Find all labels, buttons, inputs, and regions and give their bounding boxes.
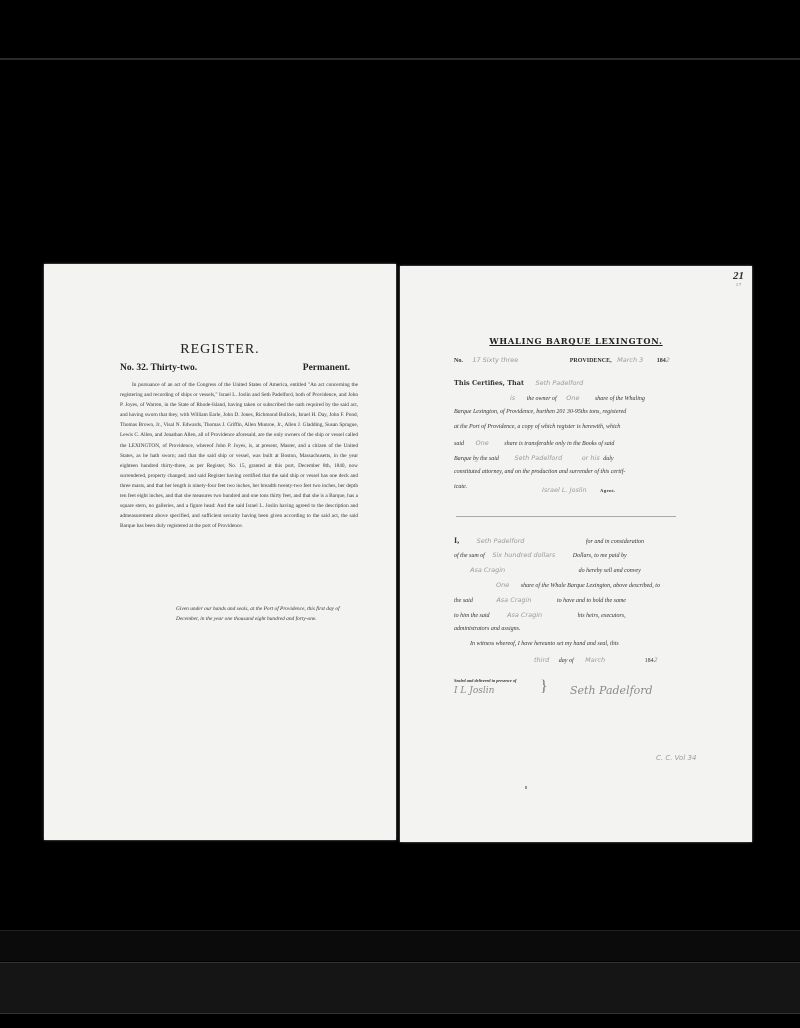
register-status: Permanent. xyxy=(302,363,350,373)
scanner-border-line xyxy=(0,58,800,60)
transfer-line-4: One share of the Whale Barque Lexington, above described, to xyxy=(496,581,660,589)
certificate-page xyxy=(400,266,752,842)
agent-signature-line: Israel L. Joslin Agent. xyxy=(542,486,616,494)
page-number: 21 xyxy=(733,270,744,282)
transfer-line-2: of the sum of Six hundred dollars Dollars, to me paid by xyxy=(454,551,627,559)
ink-speck xyxy=(525,786,527,789)
certificate-title: WHALING BARQUE LEXINGTON. xyxy=(489,336,663,346)
cert-line-3: Barque Lexington, of Providence, burthen 201 30-95ths tons, registered xyxy=(454,409,627,415)
witness-signature: I L Joslin xyxy=(454,686,495,696)
transfer-line-7: administrators and assigns. xyxy=(454,626,521,632)
cert-line-4: at the Port of Providence, a copy of which register is herewith, which xyxy=(454,424,621,430)
witness-clause: In witness whereof, I have hereunto set my hand and seal, this xyxy=(470,641,619,647)
register-given-clause: Given under our hands and seals, at the Port of Providence, this first day of December, in the year one thousand eight hundred and forty-one. xyxy=(176,606,340,622)
cert-line-7: constituted attorney, and on the production and surrender of this certif- xyxy=(454,469,626,475)
cert-line-6: Barque by the said Seth Padelford or his duly xyxy=(454,454,614,462)
transfer-line-1: I, Seth Padelford for and in consideration xyxy=(454,536,645,545)
cert-number-line: No. 17 Sixty three PROVIDENCE, March 3 1842 xyxy=(454,356,670,364)
scanner-border-strip xyxy=(0,962,800,1014)
register-body-text: In pursuance of an act of the Congress of the United States of America, entitled "An act concerning the registering and recording of ships or vessels," Israel L. Joslin and Seth Padelford, both of Providence, and John P. Joyes, of Warren, in the State of Rhode-Island, having taken or subscribed the oath required by the said act, and having sworn that they, with William Earle, John D. Jones, Richmond Bullock, Israel H. Day, John F. Pond, Thomas Brown, Jr., Visal N. Edwards, Thomas J. Griffin, Allen Munroe, Jr., Allen J. Gladding, Susan Sprague, Lewis C. Allen, and Jonathan Allen, all of Providence aforesaid, are the only owners of the ship or vessel called the LEXINGTON, of Providence, whereof John P. Joyes, is, at present, Master, and a citizen of the United States, as he hath sworn; and that the said ship or vessel, was built at Boston, Massachusetts, in the year eighteen hundred thirty-three, as per Register, No. 15, granted at this port, December 8th, 1840, now surrendered, property changed; and said Register having certified that the said ship or vessel has one deck and three masts, and that her length is ninety-four feet two inches, her breadth twenty-two feet two inches, her depth ten feet eight inches, and that she measures two hundred and one tons thirty feet, and that she is a Barque, has a square stern, no galleries, and a figure head: And the said Israel L. Joslin having agreed to the description and admeasurement above specified, and sufficient security having been given according to the said act, the said Barque has been duly registered at the port of Providence. xyxy=(120,382,358,530)
register-title: REGISTER. xyxy=(180,342,260,357)
seller-signature: Seth Padelford xyxy=(570,684,653,697)
sealed-delivered-label: Sealed and delivered in presence of xyxy=(454,678,517,683)
cert-owner-line: is the owner of One share of the Whaling xyxy=(510,394,645,402)
archive-note: C. C. Vol 34 xyxy=(656,754,697,762)
register-page xyxy=(44,264,396,840)
scanner-border-top xyxy=(0,0,800,62)
scanner-border-bottom xyxy=(0,930,800,961)
cert-lead-line: This Certifies, That Seth Padelford xyxy=(454,379,584,387)
transfer-line-3: Asa Cragin do hereby sell and convey xyxy=(470,566,641,574)
transfer-line-5: the said Asa Cragin to have and to hold the same xyxy=(454,596,626,604)
witness-date-line: third day of March 1842 xyxy=(534,656,658,664)
cert-line-8: icate. xyxy=(454,484,468,490)
register-number: No. 32. Thirty-two. xyxy=(120,363,198,373)
cert-line-5: said One share is transferable only in the Books of said xyxy=(454,439,615,447)
brace-mark: } xyxy=(540,678,548,695)
page-number-sub: 1 7 xyxy=(736,282,741,287)
section-divider xyxy=(456,516,676,517)
transfer-line-6: to him the said Asa Cragin his heirs, executors, xyxy=(454,611,626,619)
